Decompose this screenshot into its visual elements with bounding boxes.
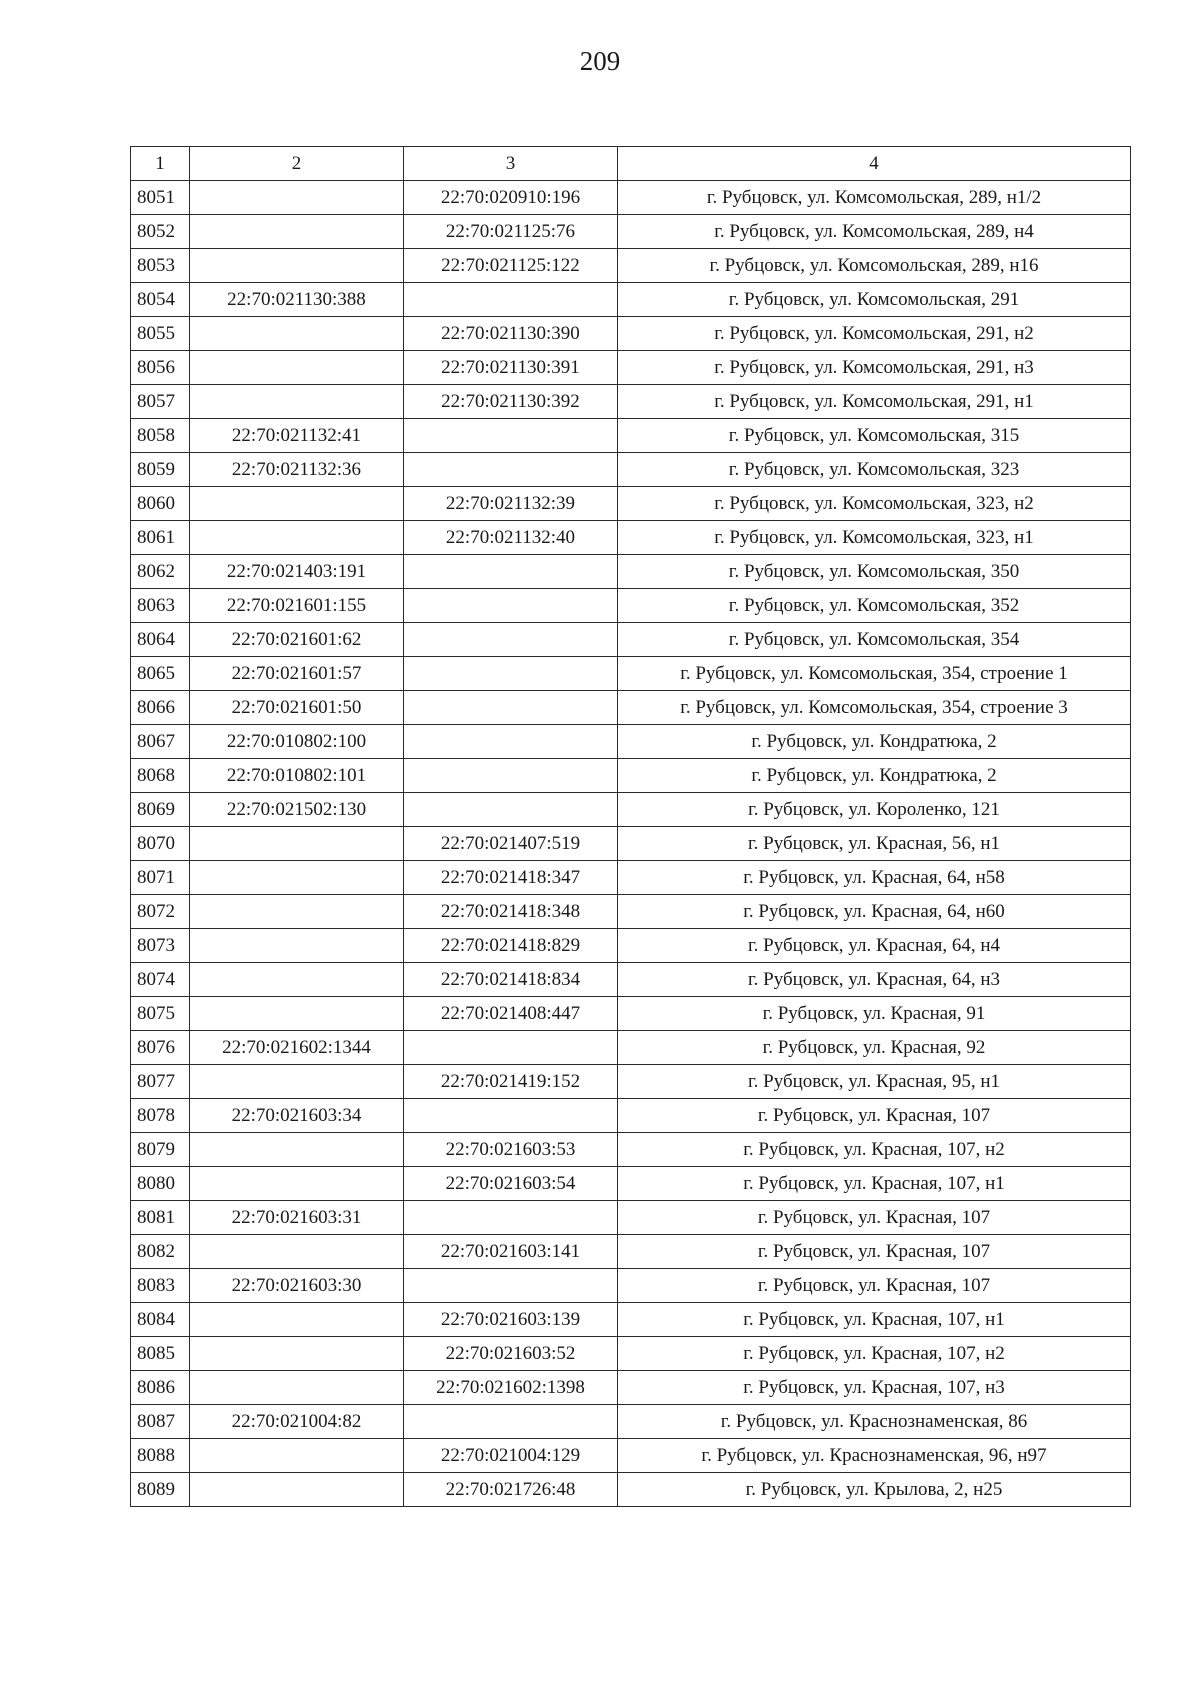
address-cell: г. Рубцовск, ул. Красная, 107 <box>618 1201 1131 1235</box>
column-header-1: 1 <box>131 147 190 181</box>
table-row <box>131 1303 1131 1337</box>
page-number: 209 <box>579 46 621 76</box>
table-row <box>131 1405 1131 1439</box>
cadastral-number-col3-cell: 22:70:021603:52 <box>404 1337 618 1371</box>
address-cell: г. Рубцовск, ул. Комсомольская, 291, н1 <box>618 385 1131 419</box>
table-row <box>131 1371 1131 1405</box>
table-row <box>131 759 1131 793</box>
row-number-cell: 8059 <box>131 453 190 487</box>
cadastral-number-col2-cell: 22:70:021601:57 <box>190 657 404 691</box>
row-number-cell: 8065 <box>131 657 190 691</box>
table-row <box>131 929 1131 963</box>
address-cell: г. Рубцовск, ул. Комсомольская, 291 <box>618 283 1131 317</box>
address-cell: г. Рубцовск, ул. Кондратюка, 2 <box>618 759 1131 793</box>
header-row <box>131 147 1131 181</box>
cadastral-number-col2-cell: 22:70:021603:30 <box>190 1269 404 1303</box>
row-number-cell: 8068 <box>131 759 190 793</box>
cadastral-number-col3-cell: 22:70:021418:834 <box>404 963 618 997</box>
cadastral-number-col2-cell: 22:70:021602:1344 <box>190 1031 404 1065</box>
row-number-cell: 8086 <box>131 1371 190 1405</box>
address-cell: г. Рубцовск, ул. Комсомольская, 354 <box>618 623 1131 657</box>
row-number-cell: 8064 <box>131 623 190 657</box>
row-number-cell: 8078 <box>131 1099 190 1133</box>
cadastral-number-col2-cell <box>190 1303 404 1337</box>
address-cell: г. Рубцовск, ул. Краснознаменская, 86 <box>618 1405 1131 1439</box>
row-number-cell: 8067 <box>131 725 190 759</box>
cadastral-number-col3-cell <box>404 419 618 453</box>
cadastral-number-col2-cell <box>190 1337 404 1371</box>
row-number-cell: 8058 <box>131 419 190 453</box>
address-cell: г. Рубцовск, ул. Комсомольская, 323, н2 <box>618 487 1131 521</box>
table-row <box>131 657 1131 691</box>
cadastral-number-col3-cell: 22:70:021726:48 <box>404 1473 618 1507</box>
row-number-cell: 8084 <box>131 1303 190 1337</box>
cadastral-number-col3-cell: 22:70:021125:76 <box>404 215 618 249</box>
cadastral-number-col2-cell: 22:70:021601:50 <box>190 691 404 725</box>
cadastral-number-col2-cell <box>190 181 404 215</box>
table-row <box>131 861 1131 895</box>
address-cell: г. Рубцовск, ул. Красная, 92 <box>618 1031 1131 1065</box>
table-row <box>131 691 1131 725</box>
cadastral-number-col3-cell <box>404 1269 618 1303</box>
cadastral-number-col2-cell <box>190 1065 404 1099</box>
cadastral-number-col2-cell <box>190 215 404 249</box>
row-number-cell: 8073 <box>131 929 190 963</box>
cadastral-number-col3-cell <box>404 725 618 759</box>
cadastral-number-col2-cell: 22:70:010802:100 <box>190 725 404 759</box>
cadastral-number-col3-cell: 22:70:021125:122 <box>404 249 618 283</box>
address-cell: г. Рубцовск, ул. Красная, 56, н1 <box>618 827 1131 861</box>
row-number-cell: 8072 <box>131 895 190 929</box>
cadastral-number-col2-cell: 22:70:021601:62 <box>190 623 404 657</box>
table-row <box>131 1133 1131 1167</box>
table-row <box>131 1167 1131 1201</box>
table-row <box>131 181 1131 215</box>
column-header-4: 4 <box>618 147 1131 181</box>
address-cell: г. Рубцовск, ул. Комсомольская, 323, н1 <box>618 521 1131 555</box>
cadastral-number-col3-cell <box>404 453 618 487</box>
row-number-cell: 8077 <box>131 1065 190 1099</box>
row-number-cell: 8055 <box>131 317 190 351</box>
cadastral-number-col3-cell: 22:70:021130:390 <box>404 317 618 351</box>
address-cell: г. Рубцовск, ул. Комсомольская, 323 <box>618 453 1131 487</box>
address-cell: г. Рубцовск, ул. Комсомольская, 291, н2 <box>618 317 1131 351</box>
address-cell: г. Рубцовск, ул. Красная, 64, н3 <box>618 963 1131 997</box>
cadastral-number-col3-cell <box>404 589 618 623</box>
table-row <box>131 385 1131 419</box>
table-row <box>131 453 1131 487</box>
row-number-cell: 8080 <box>131 1167 190 1201</box>
cadastral-number-col3-cell <box>404 623 618 657</box>
address-cell: г. Рубцовск, ул. Комсомольская, 350 <box>618 555 1131 589</box>
address-cell: г. Рубцовск, ул. Крылова, 2, н25 <box>618 1473 1131 1507</box>
row-number-cell: 8083 <box>131 1269 190 1303</box>
row-number-cell: 8074 <box>131 963 190 997</box>
address-cell: г. Рубцовск, ул. Красная, 107, н1 <box>618 1303 1131 1337</box>
row-number-cell: 8056 <box>131 351 190 385</box>
table-row <box>131 1099 1131 1133</box>
address-cell: г. Рубцовск, ул. Красная, 107, н1 <box>618 1167 1131 1201</box>
row-number-cell: 8085 <box>131 1337 190 1371</box>
cadastral-number-col2-cell <box>190 1439 404 1473</box>
address-cell: г. Рубцовск, ул. Красная, 64, н58 <box>618 861 1131 895</box>
row-number-cell: 8075 <box>131 997 190 1031</box>
cadastral-number-col2-cell <box>190 1473 404 1507</box>
cadastral-number-col3-cell <box>404 283 618 317</box>
cadastral-number-col3-cell <box>404 1201 618 1235</box>
table-row <box>131 1065 1131 1099</box>
row-number-cell: 8070 <box>131 827 190 861</box>
cadastral-number-col2-cell: 22:70:021603:31 <box>190 1201 404 1235</box>
cadastral-number-col3-cell <box>404 759 618 793</box>
row-number-cell: 8062 <box>131 555 190 589</box>
cadastral-number-col3-cell: 22:70:021407:519 <box>404 827 618 861</box>
row-number-cell: 8066 <box>131 691 190 725</box>
row-number-cell: 8081 <box>131 1201 190 1235</box>
cadastral-number-col3-cell <box>404 1031 618 1065</box>
cadastral-number-col3-cell: 22:70:021602:1398 <box>404 1371 618 1405</box>
address-cell: г. Рубцовск, ул. Комсомольская, 289, н4 <box>618 215 1131 249</box>
table-row <box>131 589 1131 623</box>
cadastral-number-col3-cell <box>404 657 618 691</box>
address-cell: г. Рубцовск, ул. Красная, 95, н1 <box>618 1065 1131 1099</box>
table-row <box>131 963 1131 997</box>
address-cell: г. Рубцовск, ул. Красная, 91 <box>618 997 1131 1031</box>
address-cell: г. Рубцовск, ул. Краснознаменская, 96, н97 <box>618 1439 1131 1473</box>
cadastral-number-col2-cell <box>190 929 404 963</box>
cadastral-number-col2-cell: 22:70:021132:36 <box>190 453 404 487</box>
row-number-cell: 8057 <box>131 385 190 419</box>
table-row <box>131 487 1131 521</box>
table-row <box>131 725 1131 759</box>
cadastral-number-col2-cell <box>190 861 404 895</box>
table-row <box>131 827 1131 861</box>
row-number-cell: 8060 <box>131 487 190 521</box>
cadastral-number-col3-cell: 22:70:021603:53 <box>404 1133 618 1167</box>
address-cell: г. Рубцовск, ул. Красная, 64, н4 <box>618 929 1131 963</box>
table-row <box>131 351 1131 385</box>
table-row <box>131 283 1131 317</box>
table-row <box>131 555 1131 589</box>
cadastral-number-col2-cell <box>190 1133 404 1167</box>
cadastral-number-col2-cell: 22:70:021004:82 <box>190 1405 404 1439</box>
row-number-cell: 8079 <box>131 1133 190 1167</box>
table-row <box>131 1473 1131 1507</box>
cadastral-number-col2-cell <box>190 521 404 555</box>
cadastral-number-col2-cell <box>190 317 404 351</box>
address-cell: г. Рубцовск, ул. Комсомольская, 354, строение 1 <box>618 657 1131 691</box>
address-cell: г. Рубцовск, ул. Красная, 107, н2 <box>618 1337 1131 1371</box>
address-cell: г. Рубцовск, ул. Короленко, 121 <box>618 793 1131 827</box>
table-row <box>131 793 1131 827</box>
cadastral-number-col2-cell: 22:70:021502:130 <box>190 793 404 827</box>
address-cell: г. Рубцовск, ул. Красная, 107, н2 <box>618 1133 1131 1167</box>
table-row <box>131 419 1131 453</box>
cadastral-number-col3-cell: 22:70:021130:392 <box>404 385 618 419</box>
cadastral-number-col2-cell: 22:70:021601:155 <box>190 589 404 623</box>
row-number-cell: 8052 <box>131 215 190 249</box>
address-cell: г. Рубцовск, ул. Красная, 107 <box>618 1235 1131 1269</box>
row-number-cell: 8082 <box>131 1235 190 1269</box>
cadastral-number-col3-cell: 22:70:021132:40 <box>404 521 618 555</box>
cadastral-number-col3-cell <box>404 793 618 827</box>
address-cell: г. Рубцовск, ул. Комсомольская, 289, н1/2 <box>618 181 1131 215</box>
cadastral-number-col2-cell <box>190 895 404 929</box>
cadastral-number-col3-cell: 22:70:021603:54 <box>404 1167 618 1201</box>
address-cell: г. Рубцовск, ул. Комсомольская, 315 <box>618 419 1131 453</box>
table-row <box>131 1337 1131 1371</box>
address-cell: г. Рубцовск, ул. Комсомольская, 291, н3 <box>618 351 1131 385</box>
cadastral-number-col3-cell: 22:70:021419:152 <box>404 1065 618 1099</box>
row-number-cell: 8076 <box>131 1031 190 1065</box>
row-number-cell: 8088 <box>131 1439 190 1473</box>
table-body <box>131 181 1131 1507</box>
cadastral-number-col2-cell: 22:70:010802:101 <box>190 759 404 793</box>
row-number-cell: 8063 <box>131 589 190 623</box>
table-row <box>131 215 1131 249</box>
row-number-cell: 8061 <box>131 521 190 555</box>
cadastral-number-col2-cell <box>190 1235 404 1269</box>
row-number-cell: 8069 <box>131 793 190 827</box>
row-number-cell: 8053 <box>131 249 190 283</box>
cadastral-number-col3-cell: 22:70:021603:139 <box>404 1303 618 1337</box>
address-cell: г. Рубцовск, ул. Комсомольская, 352 <box>618 589 1131 623</box>
row-number-cell: 8087 <box>131 1405 190 1439</box>
cadastral-number-col2-cell: 22:70:021403:191 <box>190 555 404 589</box>
registry-table <box>130 146 1131 1507</box>
table-row <box>131 317 1131 351</box>
table-row <box>131 1235 1131 1269</box>
cadastral-number-col2-cell <box>190 963 404 997</box>
cadastral-number-col3-cell: 22:70:021130:391 <box>404 351 618 385</box>
cadastral-number-col3-cell: 22:70:021132:39 <box>404 487 618 521</box>
address-cell: г. Рубцовск, ул. Кондратюка, 2 <box>618 725 1131 759</box>
cadastral-number-col3-cell: 22:70:021418:829 <box>404 929 618 963</box>
cadastral-number-col3-cell: 22:70:021603:141 <box>404 1235 618 1269</box>
cadastral-number-col2-cell: 22:70:021130:388 <box>190 283 404 317</box>
cadastral-number-col2-cell <box>190 351 404 385</box>
cadastral-number-col3-cell: 22:70:021408:447 <box>404 997 618 1031</box>
cadastral-number-col3-cell: 22:70:021418:348 <box>404 895 618 929</box>
table-row <box>131 895 1131 929</box>
cadastral-number-col2-cell <box>190 487 404 521</box>
column-header-3: 3 <box>404 147 618 181</box>
cadastral-number-col2-cell <box>190 827 404 861</box>
cadastral-number-col3-cell: 22:70:020910:196 <box>404 181 618 215</box>
address-cell: г. Рубцовск, ул. Красная, 107 <box>618 1269 1131 1303</box>
cadastral-number-col3-cell: 22:70:021418:347 <box>404 861 618 895</box>
table-row <box>131 997 1131 1031</box>
cadastral-number-col2-cell: 22:70:021603:34 <box>190 1099 404 1133</box>
row-number-cell: 8071 <box>131 861 190 895</box>
cadastral-number-col2-cell <box>190 385 404 419</box>
address-cell: г. Рубцовск, ул. Комсомольская, 289, н16 <box>618 249 1131 283</box>
address-cell: г. Рубцовск, ул. Комсомольская, 354, строение 3 <box>618 691 1131 725</box>
table-row <box>131 1201 1131 1235</box>
address-cell: г. Рубцовск, ул. Красная, 107, н3 <box>618 1371 1131 1405</box>
cadastral-number-col3-cell <box>404 1405 618 1439</box>
table-row <box>131 521 1131 555</box>
cadastral-number-col3-cell: 22:70:021004:129 <box>404 1439 618 1473</box>
cadastral-number-col3-cell <box>404 1099 618 1133</box>
cadastral-number-col2-cell <box>190 1371 404 1405</box>
cadastral-number-col3-cell <box>404 691 618 725</box>
table-row <box>131 249 1131 283</box>
row-number-cell: 8054 <box>131 283 190 317</box>
row-number-cell: 8089 <box>131 1473 190 1507</box>
address-cell: г. Рубцовск, ул. Красная, 107 <box>618 1099 1131 1133</box>
cadastral-number-col2-cell <box>190 1167 404 1201</box>
column-header-2: 2 <box>190 147 404 181</box>
table-row <box>131 1439 1131 1473</box>
address-cell: г. Рубцовск, ул. Красная, 64, н60 <box>618 895 1131 929</box>
row-number-cell: 8051 <box>131 181 190 215</box>
table-row <box>131 1269 1131 1303</box>
cadastral-number-col2-cell <box>190 997 404 1031</box>
cadastral-number-col3-cell <box>404 555 618 589</box>
table-row <box>131 623 1131 657</box>
cadastral-number-col2-cell: 22:70:021132:41 <box>190 419 404 453</box>
table-row <box>131 1031 1131 1065</box>
cadastral-number-col2-cell <box>190 249 404 283</box>
